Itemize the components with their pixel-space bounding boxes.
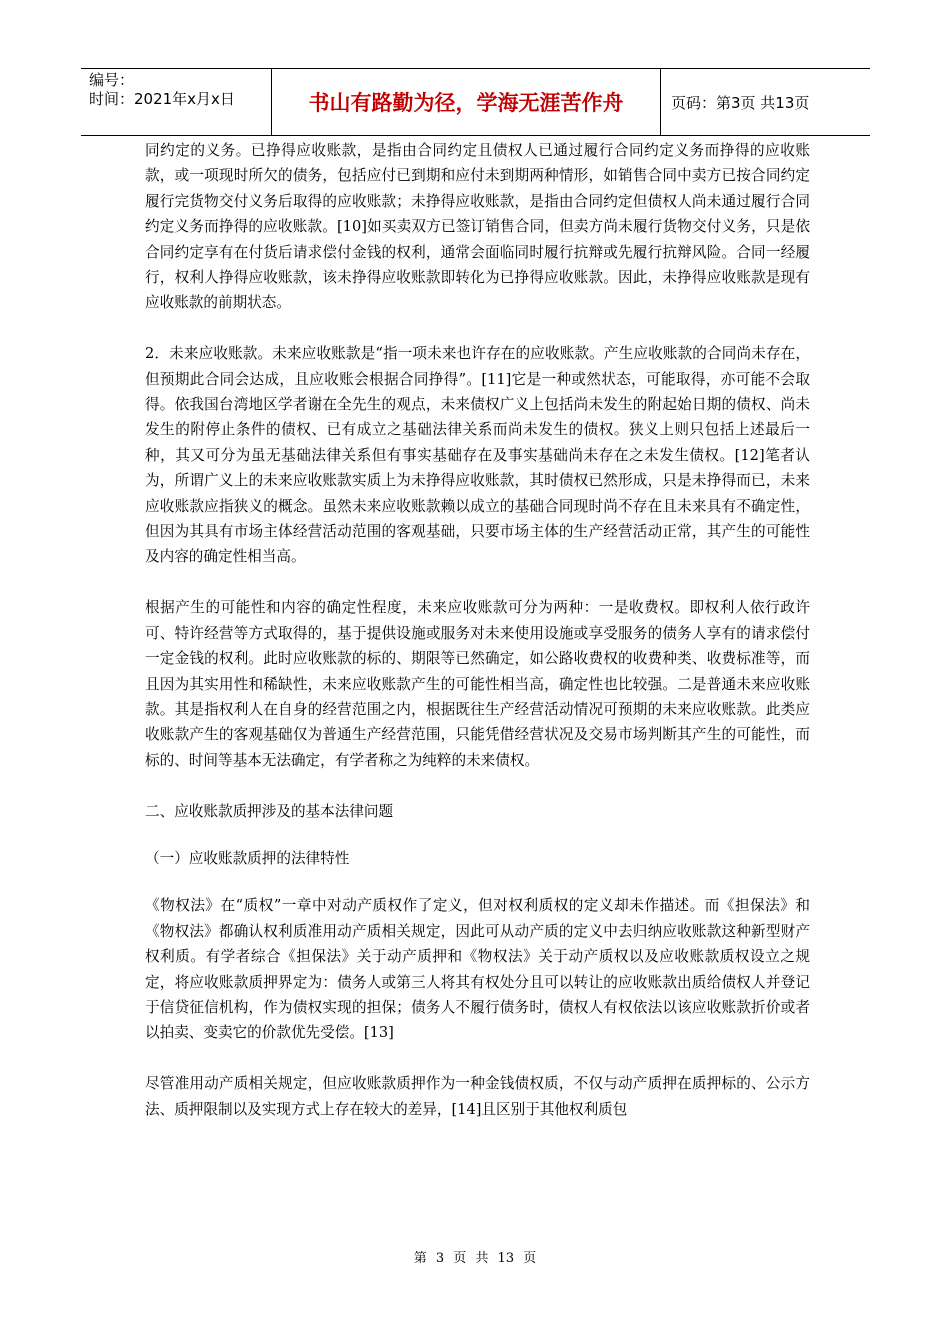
page-header — [81, 68, 870, 136]
paragraph-1: 同约定的义务。已挣得应收账款，是指由合同约定且债权人已通过履行合同约定义务而挣得的应收账款，或一项现时所欠的债务，包括应付已到期和应付未到期两种情形，如销售合同中卖方已按合同约定履行完货物交付义务后取得的应收账款；未挣得应收账款，是指由合同约定但债权人尚未通过履行合同约定义务而挣得的应收账款。[10]如买卖双方已签订销售合同，但卖方尚未履行货物交付义务，只是依合同约定享有在付货后请求偿付金钱的权利，通常会面临同时履行抗辩或先履行抗辩风险。合同一经履行，权利人挣得应收账款，该未挣得应收账款即转化为已挣得应收账款。因此，未挣得应收账款是现有应收账款的前期状态。 — [145, 142, 810, 312]
subsection-heading: （一）应收账款质押的法律特性 — [145, 849, 350, 867]
header-date-label: 时间：2021年x月x日 — [89, 90, 235, 108]
document-body — [145, 138, 810, 1147]
section-heading: 二、应收账款质押涉及的基本法律问题 — [145, 802, 394, 820]
paragraph-5: 尽管准用动产质相关规定，但应收账款质押作为一种金钱债权质，不仅与动产质押在质押标的、公示方法、质押限制以及实现方式上存在较大的差异，[14]且区别于其他权利质包 — [145, 1075, 810, 1118]
header-meta — [81, 69, 271, 135]
paragraph-2: 2．未来应收账款。未来应收账款是“指一项未来也许存在的应收账款。产生应收账款的合同尚未存在，但预期此合同会达成，且应收账会根据合同挣得”。[11]它是一种或然状态，可能取得，亦可能不会取得。依我国台湾地区学者谢在全先生的观点，未来债权广义上包括尚未发生的附起始日期的债权、尚未发生的附停止条件的债权、已有成立之基础法律关系而尚未发生的债权。狭义上则只包括上述最后一种，其又可分为虽无基础法律关系但有事实基础存在及事实基础尚未存在之未发生债权。[12]笔者认为，所谓广义上的未来应收账款实质上为未挣得应收账款，其时债权已然形成，只是未挣得而已，未来应收账款应指狭义的概念。虽然未来应收账款赖以成立的基础合同现时尚不存在且未来具有不确定性，但因为其具有市场主体经营活动范围的客观基础，只要市场主体的生产经营活动正常，其产生的可能性及内容的确定性相当高。 — [145, 345, 810, 566]
header-number-label: 编号： — [89, 71, 135, 89]
header-motto: 书山有路勤为径，学海无涯苦作舟 — [271, 69, 661, 135]
header-page-info: 页码：第3页 共13页 — [671, 93, 810, 112]
paragraph-4: 《物权法》在“质权”一章中对动产质权作了定义，但对权利质权的定义却未作描述。而《担保法》和《物权法》都确认权利质准用动产质相关规定，因此可从动产质的定义中去归纳应收账款这种新型财产权利质。有学者综合《担保法》关于动产质押和《物权法》关于动产质权以及应收账款质权设立之规定，将应收账款质押界定为：债务人或第三人将其有权处分且可以转让的应收账款出质给债权人并登记于信贷征信机构，作为债权实现的担保；债务人不履行债务时，债权人有权依法以该应收账款折价或者以拍卖、变卖它的价款优先受偿。[13] — [145, 897, 810, 1042]
paragraph-3: 根据产生的可能性和内容的确定性程度，未来应收账款可分为两种：一是收费权。即权利人依行政许可、特许经营等方式取得的，基于提供设施或服务对未来使用设施或享受服务的债务人享有的请求偿付一定金钱的权利。此时应收账款的标的、期限等已然确定，如公路收费权的收费种类、收费标准等，而且因为其实用性和稀缺性，未来应收账款产生的可能性相当高，确定性也比较强。二是普通未来应收账款。其是指权利人在自身的经营范围之内，根据既往生产经营活动情况可预期的未来应收账款。此类应收账款产生的客观基础仅为普通生产经营范围，只能凭借经营状况及交易市场判断其产生的可能性，而标的、时间等基本无法确定，有学者称之为纯粹的未来债权。 — [145, 599, 810, 769]
page-footer: 第 3 页 共 13 页 — [413, 1251, 537, 1266]
